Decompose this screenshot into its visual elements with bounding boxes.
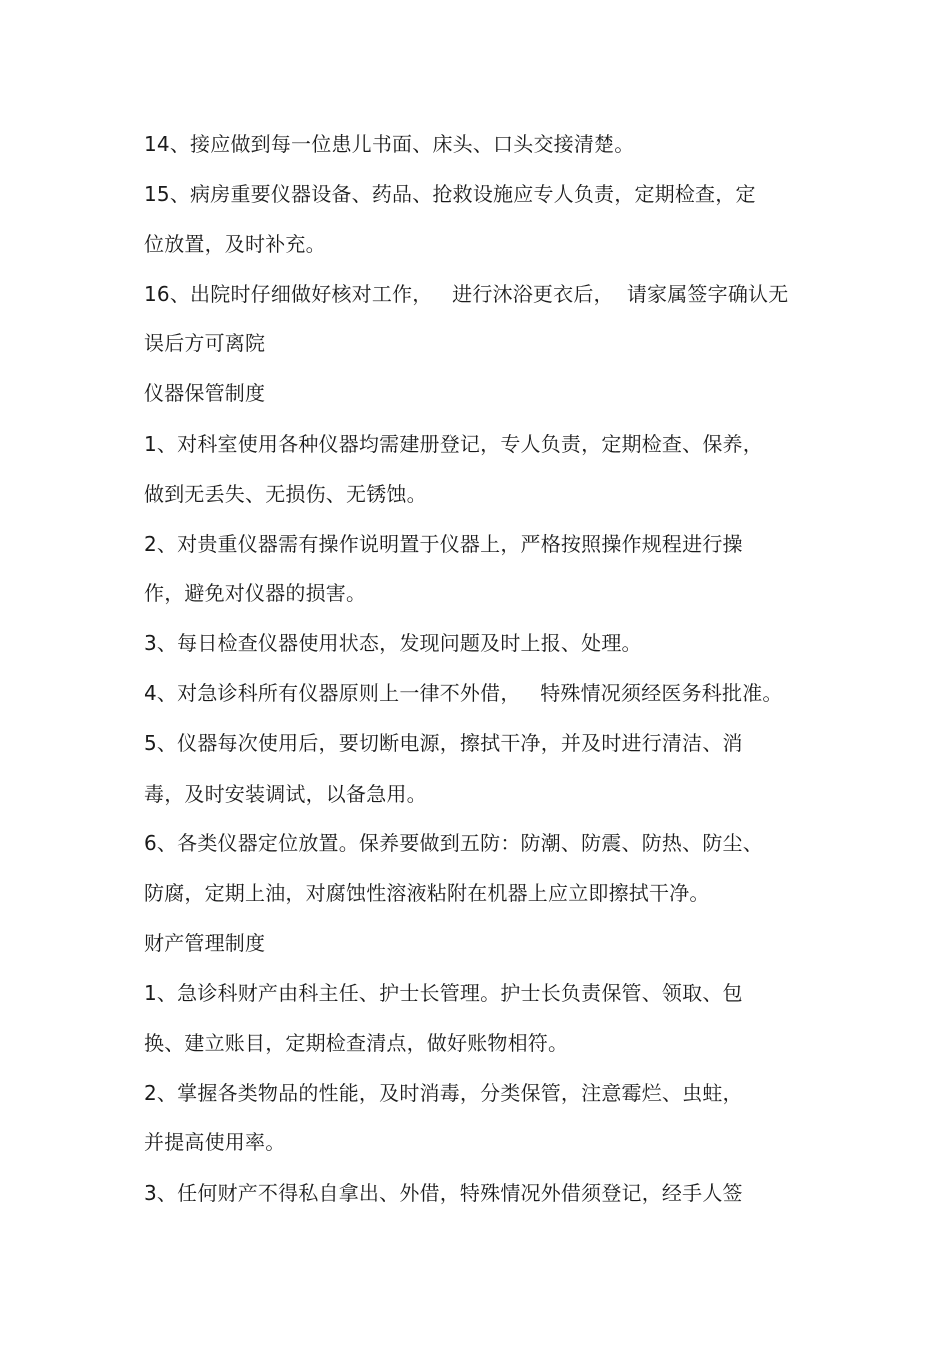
text-line: 15、病房重要仪器设备、药品、抢救设施应专人负责，定期检查，定	[144, 182, 756, 206]
text-line: 毒，及时安装调试，以备急用。	[144, 782, 427, 806]
text-line: 误后方可离院	[144, 331, 266, 355]
text-line: 位放置，及时补充。	[144, 232, 326, 256]
text-line: 14、接应做到每一位患儿书面、床头、口头交接清楚。	[144, 132, 635, 156]
text-line: 16、出院时仔细做好核对工作， 进行沐浴更衣后， 请家属签字确认无	[144, 282, 789, 306]
text-line: 1、对科室使用各种仪器均需建册登记，专人负责，定期检查、保养，	[144, 432, 763, 456]
text-line: 4、对急诊科所有仪器原则上一律不外借， 特殊情况须经医务科批准。	[144, 681, 783, 705]
text-line: 1、急诊科财产由科主任、护士长管理。护士长负责保管、领取、包	[144, 981, 743, 1005]
text-line: 防腐，定期上油，对腐蚀性溶液粘附在机器上应立即擦拭干净。	[144, 881, 710, 905]
text-line: 2、对贵重仪器需有操作说明置于仪器上，严格按照操作规程进行操	[144, 532, 743, 556]
text-line: 6、各类仪器定位放置。保养要做到五防：防潮、防震、防热、防尘、	[144, 831, 763, 855]
text-line: 作，避免对仪器的损害。	[144, 581, 367, 605]
section-heading: 财产管理制度	[144, 931, 266, 955]
text-line: 并提高使用率。	[144, 1130, 286, 1154]
text-line: 3、每日检查仪器使用状态，发现问题及时上报、处理。	[144, 631, 642, 655]
text-line: 2、掌握各类物品的性能，及时消毒，分类保管，注意霉烂、虫蛀，	[144, 1081, 743, 1105]
text-line: 做到无丢失、无损伤、无锈蚀。	[144, 482, 427, 506]
text-line: 5、仪器每次使用后，要切断电源，擦拭干净，并及时进行清洁、消	[144, 731, 743, 755]
text-line: 换、建立账目，定期检查清点，做好账物相符。	[144, 1031, 569, 1055]
text-line: 3、任何财产不得私自拿出、外借，特殊情况外借须登记，经手人签	[144, 1181, 743, 1205]
section-heading: 仪器保管制度	[144, 381, 266, 405]
